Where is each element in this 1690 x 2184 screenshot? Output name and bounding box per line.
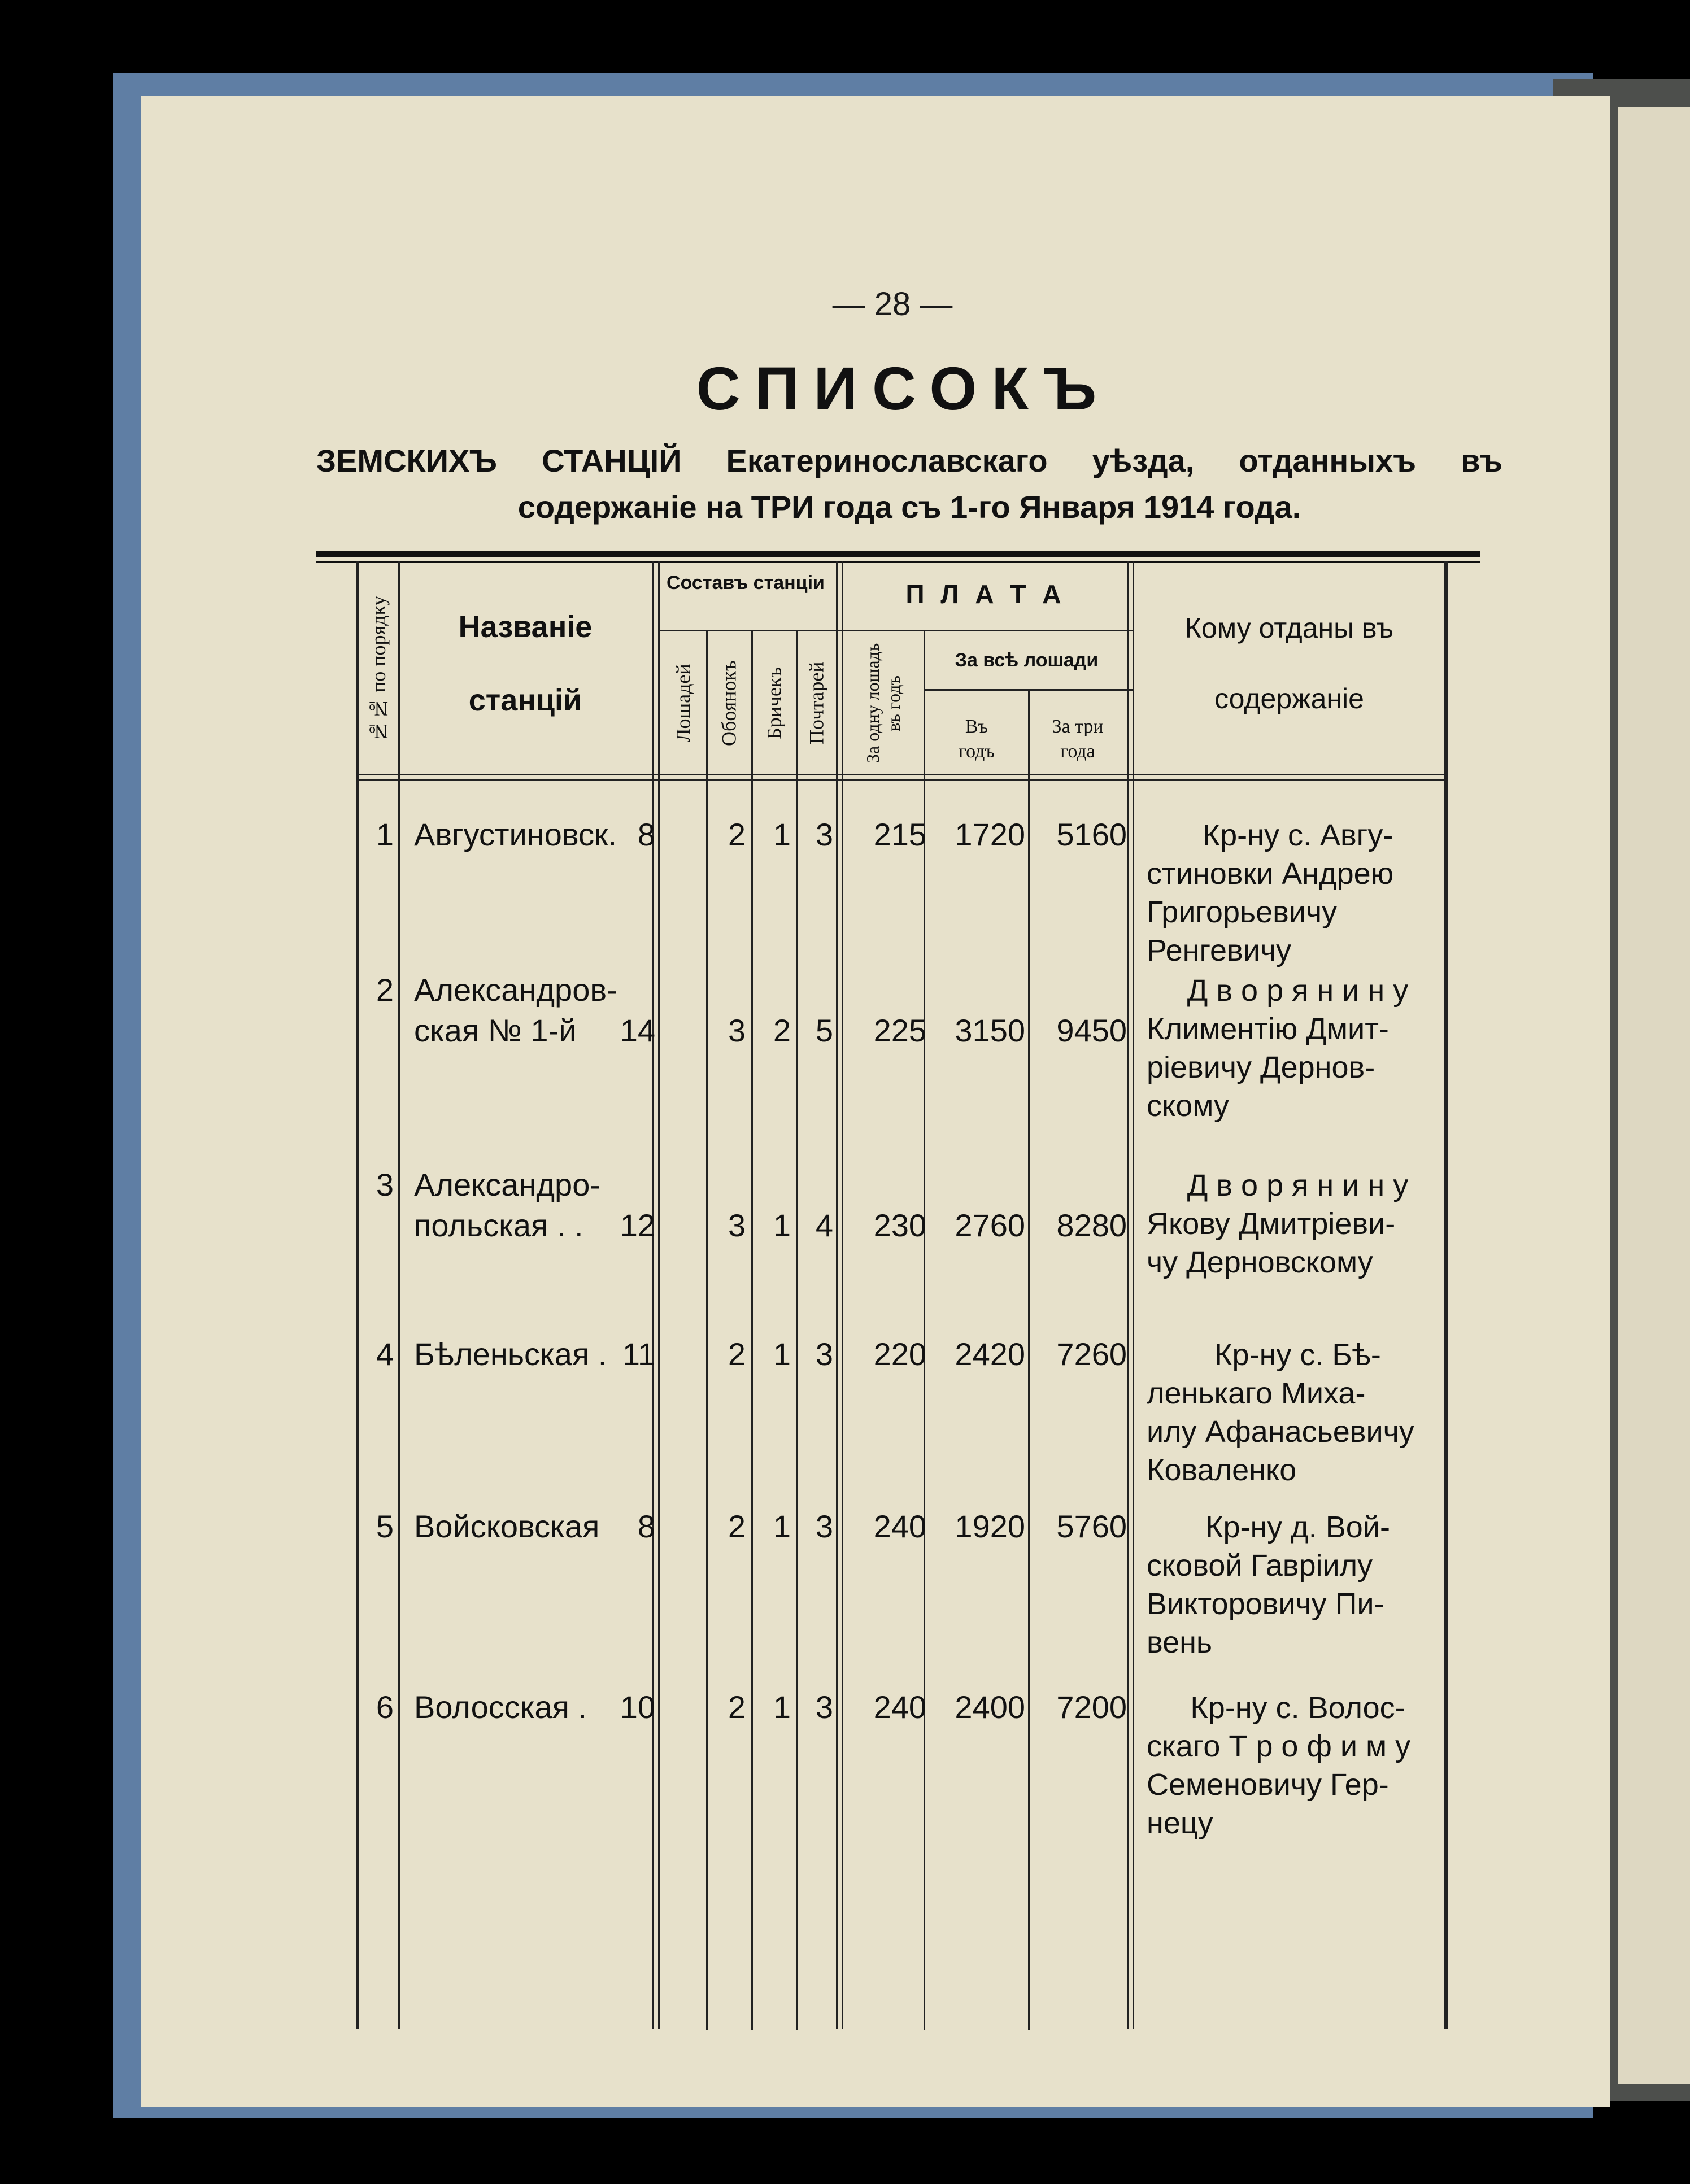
header-divider — [924, 689, 1133, 691]
owner-text: Кр-ну с. Авгу- — [1202, 818, 1393, 852]
owner-text: Якову Дмитріеви- — [1147, 1207, 1396, 1241]
price-three-years: 5160 — [1056, 817, 1127, 852]
header-three-years: За три года — [1052, 716, 1104, 762]
header-wagons: Обоянокъ — [717, 660, 741, 746]
header-per-year: Въ годъ — [959, 716, 995, 762]
owner-text: ленькаго Миха- — [1147, 1376, 1366, 1410]
price-per-year: 2400 — [955, 1689, 1025, 1725]
postmen-count: 4 — [815, 1207, 833, 1243]
col-divider — [836, 561, 838, 2029]
row-number: 6 — [376, 1689, 394, 1725]
carts-count: 1 — [773, 1689, 791, 1725]
owner-text: Григорьевичу — [1147, 895, 1338, 929]
station-name: Бѣленьская . — [414, 1336, 607, 1372]
price-three-years: 7200 — [1056, 1689, 1127, 1725]
page-subtitle: ЗЕМСКИХЪ СТАНЦІЙ Екатеринославскаго уѣзда, отданныхъ въ содержаніе на ТРИ года съ 1-го Января 1914 года. — [316, 443, 1502, 525]
owner-text: Климентію Дмит- — [1147, 1012, 1389, 1046]
price-per-year: 2760 — [955, 1207, 1025, 1243]
owner-text: сковой Гавріилу — [1147, 1549, 1373, 1583]
col-divider — [1127, 561, 1129, 2029]
station-name: Александров- — [414, 972, 617, 1008]
owner-text: нецу — [1147, 1806, 1213, 1840]
carts-count: 1 — [773, 1509, 791, 1544]
owner-text: Кр-ну с. Бѣ- — [1214, 1338, 1381, 1372]
wagons-count: 2 — [728, 817, 746, 852]
price-three-years: 5760 — [1056, 1509, 1127, 1544]
row-number: 3 — [376, 1167, 394, 1202]
price-per-year: 1920 — [955, 1509, 1025, 1544]
postmen-count: 3 — [815, 1509, 833, 1544]
price-per-horse: 220 — [873, 1336, 926, 1372]
wagons-count: 3 — [728, 1013, 746, 1048]
horses-count: 8 — [637, 1509, 655, 1544]
owner-text: вень — [1147, 1625, 1213, 1659]
horses-count: 10 — [620, 1689, 655, 1725]
owner-text: чу Дерновскому — [1147, 1245, 1373, 1279]
table-border-left — [356, 561, 359, 2029]
header-num: №№ по порядку — [367, 595, 390, 743]
row-number: 1 — [376, 817, 394, 852]
postmen-count: 3 — [815, 1689, 833, 1725]
station-name: польская . . — [414, 1207, 583, 1243]
header-bottom-rule — [356, 774, 1446, 775]
price-per-year: 3150 — [955, 1013, 1025, 1048]
station-name: Войсковская — [414, 1509, 600, 1544]
price-per-horse: 230 — [873, 1207, 926, 1243]
header-plata: П Л А Т А — [905, 579, 1066, 609]
header-owner: Кому отданы въ содержаніе — [1184, 612, 1394, 714]
price-per-year: 2420 — [955, 1336, 1025, 1372]
horses-count: 11 — [622, 1336, 655, 1372]
price-per-horse: 225 — [873, 1013, 926, 1048]
carts-count: 1 — [773, 1207, 791, 1243]
owner-text: ріевичу Дернов- — [1147, 1050, 1375, 1084]
owner-text: Д в о р я н и н у — [1187, 974, 1409, 1008]
owner-text: стиновки Андрею — [1147, 857, 1394, 891]
owner-text: скаго Т р о ф и м у — [1147, 1729, 1411, 1763]
header-divider — [658, 630, 844, 631]
postmen-count: 5 — [815, 1013, 833, 1048]
row-number: 4 — [376, 1336, 394, 1372]
table-top-rule — [316, 551, 1480, 557]
price-per-horse: 215 — [873, 817, 926, 852]
postmen-count: 3 — [815, 1336, 833, 1372]
wagons-count: 2 — [728, 1336, 746, 1372]
price-per-year: 1720 — [955, 817, 1025, 852]
price-per-horse: 240 — [873, 1689, 926, 1725]
header-bottom-rule — [356, 779, 1446, 781]
horses-count: 8 — [637, 817, 655, 852]
wagons-count: 3 — [728, 1207, 746, 1243]
page-number: — 28 — — [832, 286, 953, 322]
col-divider — [398, 561, 400, 2029]
header-postmen: Почтарей — [805, 661, 828, 745]
header-per-horse: За одну лошадь въ годъ — [863, 643, 904, 764]
price-per-horse: 240 — [873, 1509, 926, 1544]
price-three-years: 7260 — [1056, 1336, 1127, 1372]
row-number: 5 — [376, 1509, 394, 1544]
station-name: Августиновск. — [414, 817, 617, 852]
header-composition: Составъ станціи — [667, 572, 825, 594]
owner-text: Викторовичу Пи- — [1147, 1587, 1384, 1621]
col-divider — [1133, 561, 1134, 2029]
owner-text: илу Афанасьевичу — [1147, 1415, 1414, 1449]
page-title: СПИСОКЪ — [696, 354, 1112, 422]
owner-text: Кр-ну с. Волос- — [1190, 1691, 1405, 1725]
horses-count: 12 — [620, 1207, 655, 1243]
owner-text: Кр-ну д. Вой- — [1205, 1510, 1390, 1544]
header-carts: Бричекъ — [763, 666, 786, 740]
owner-text: Семеновичу Гер- — [1147, 1768, 1389, 1802]
carts-count: 1 — [773, 817, 791, 852]
price-three-years: 8280 — [1056, 1207, 1127, 1243]
header-divider — [842, 630, 1133, 631]
postmen-count: 3 — [815, 817, 833, 852]
owner-text: Коваленко — [1147, 1453, 1297, 1487]
header-all-horses: За всѣ лошади — [955, 649, 1099, 671]
table-top-rule-thin — [316, 561, 1480, 563]
col-divider — [652, 561, 654, 2029]
price-three-years: 9450 — [1056, 1013, 1127, 1048]
col-divider — [658, 561, 660, 2029]
facing-page-edge — [1618, 107, 1690, 2084]
station-name: ская № 1-й — [414, 1013, 577, 1048]
carts-count: 1 — [773, 1336, 791, 1372]
col-divider — [842, 561, 843, 2029]
owner-text: скому — [1147, 1089, 1229, 1123]
owner-text: Ренгевичу — [1147, 934, 1292, 967]
wagons-count: 2 — [728, 1689, 746, 1725]
station-name: Александро- — [414, 1167, 600, 1202]
wagons-count: 2 — [728, 1509, 746, 1544]
station-name: Волосская . — [414, 1689, 587, 1725]
horses-count: 14 — [620, 1013, 655, 1048]
owner-text: Д в о р я н и н у — [1187, 1169, 1409, 1202]
header-horses: Лошадей — [672, 664, 695, 743]
carts-count: 2 — [773, 1013, 791, 1048]
row-number: 2 — [376, 972, 394, 1008]
header-name: Названіе станцій — [458, 610, 593, 717]
